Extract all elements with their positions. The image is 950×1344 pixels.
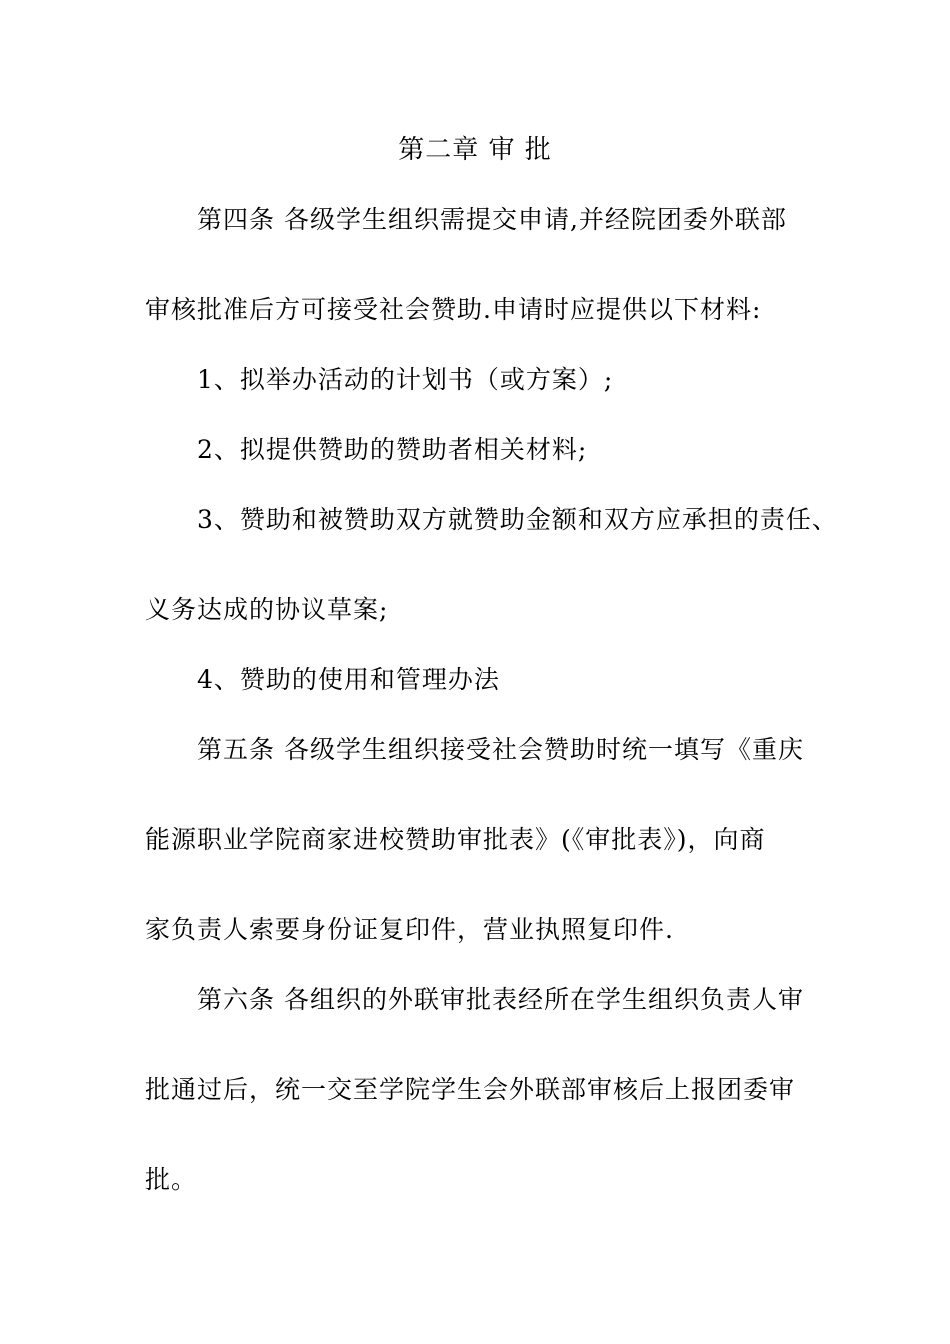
- list-item-3-line-1: 3、赞助和被赞助双方就赞助金额和双方应承担的责任、: [197, 505, 838, 534]
- list-item-4: 4、赞助的使用和管理办法: [197, 665, 500, 694]
- list-item-3-line-2: 义务达成的协议草案;: [145, 595, 389, 624]
- article-5-line-1: 第五条 各级学生组织接受社会赞助时统一填写《重庆: [197, 735, 804, 764]
- article-6-line-2: 批通过后，统一交至学院学生会外联部审核后上报团委审: [145, 1075, 796, 1104]
- article-6-line-3: 批。: [145, 1165, 198, 1194]
- list-item-2: 2、拟提供赞助的赞助者相关材料;: [197, 435, 588, 464]
- list-item-1: 1、拟举办活动的计划书（或方案）;: [197, 365, 614, 394]
- article-5-line-2: 能源职业学院商家进校赞助审批表》(《审批表》)，向商: [145, 825, 766, 854]
- chapter-title: 第二章 审 批: [398, 135, 552, 165]
- article-4-line-1: 第四条 各级学生组织需提交申请,并经院团委外联部: [197, 205, 787, 234]
- article-5-line-3: 家负责人索要身份证复印件，营业执照复印件.: [145, 915, 674, 944]
- article-4-line-2: 审核批准后方可接受社会赞助.申请时应提供以下材料:: [145, 295, 762, 324]
- article-6-line-1: 第六条 各组织的外联审批表经所在学生组织负责人审: [197, 985, 804, 1014]
